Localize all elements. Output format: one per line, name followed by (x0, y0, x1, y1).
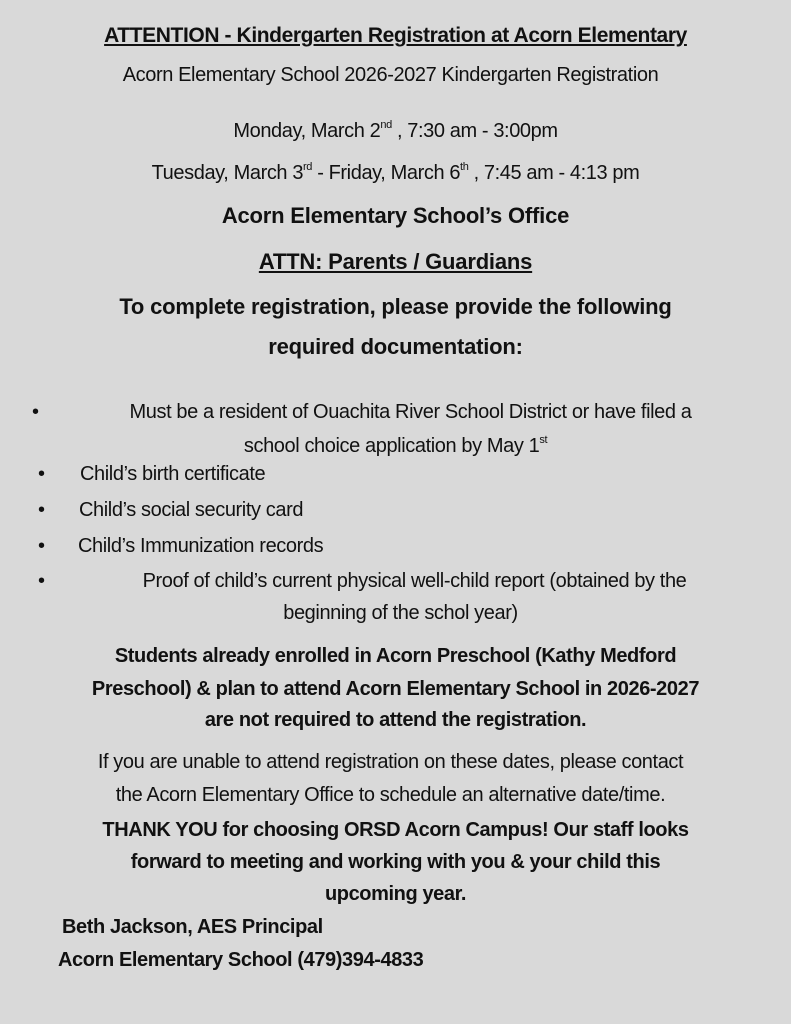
preschool-note-3: are not required to attend the registration. (204, 709, 587, 731)
thanks-3: upcoming year. (324, 883, 467, 905)
subtitle: Acorn Elementary School 2026-2027 Kindergarten Registration (122, 64, 659, 86)
date-monday: Monday, March 2nd , 7:30 am - 3:00pm (233, 119, 558, 142)
bullet: • (38, 570, 46, 592)
requirement-physical-cont: beginning of the schol year) (283, 602, 518, 624)
contact-note-2: the Acorn Elementary Office to schedule an alternative date/time. (115, 784, 666, 806)
contact-note-1: If you are unable to attend registration on these dates, please contact (97, 751, 684, 773)
bullet: • (32, 401, 40, 423)
signature-name: Beth Jackson, AES Principal (62, 916, 323, 938)
bullet: • (38, 499, 46, 521)
signature-school-phone: Acorn Elementary School (479)394-4833 (58, 949, 424, 971)
location: Acorn Elementary School’s Office (221, 203, 570, 228)
requirement-birth-certificate: Child’s birth certificate (80, 463, 266, 485)
bullet: • (38, 463, 46, 485)
instructions-line-2: required documentation: (268, 334, 523, 359)
requirement-social-security: Child’s social security card (79, 499, 304, 521)
flyer-title: ATTENTION - Kindergarten Registration at Acorn Elementary (104, 24, 687, 47)
preschool-note-2: Preschool) & plan to attend Acorn Elementary School in 2026-2027 (91, 678, 700, 700)
thanks-2: forward to meeting and working with you & your child this (130, 851, 661, 873)
thanks-1: THANK YOU for choosing ORSD Acorn Campus! Our staff looks (102, 819, 689, 841)
preschool-note-1: Students already enrolled in Acorn Preschool (Kathy Medford (114, 645, 677, 667)
attn-heading: ATTN: Parents / Guardians (258, 249, 533, 274)
bullet: • (38, 535, 46, 557)
requirement-residency: Must be a resident of Ouachita River School District or have filed a (129, 401, 692, 423)
instructions-line-1: To complete registration, please provide the following (119, 294, 672, 319)
date-tuesday-friday: Tuesday, March 3rd - Friday, March 6th , 7:45 am - 4:13 pm (151, 161, 640, 184)
requirement-immunization: Child’s Immunization records (78, 535, 324, 557)
requirement-physical: Proof of child’s current physical well-child report (obtained by the (142, 570, 687, 592)
requirement-residency-cont: school choice application by May 1st (243, 434, 548, 457)
